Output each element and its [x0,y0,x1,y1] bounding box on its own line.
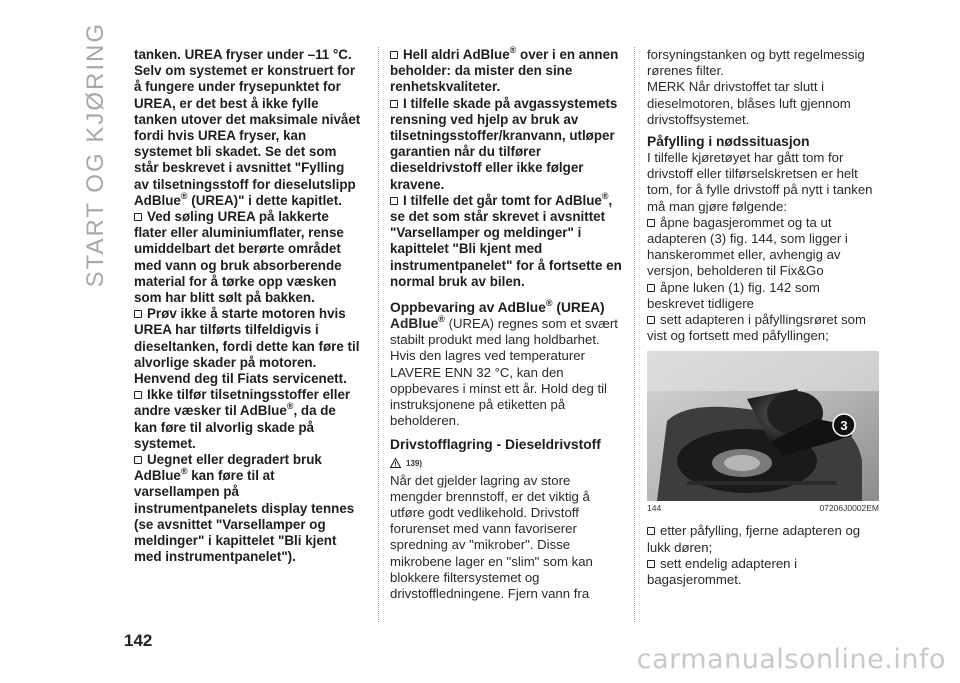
list-item: åpne luken (1) fig. 142 som beskrevet tidligere [647,279,820,311]
paragraph: tanken. UREA fryser under –11 °C. Selv om systemet er konstruert for å fungere under frysepunktet for UREA, er det best å ikke fylle tanken utover det maksimale nivået fordi hvis UREA fryser, kan systemet bli skadet. Se det som står beskrevet i avsnittet "Fylling av tilsetningsstoff for dieselutslipp AdBlue® (UREA)" i dette kapitlet. [134,47,361,208]
paragraph: MERK Når drivstoffet tar slutt i dieselmotoren, blåses luft gjennom drivstoffsystemet. [647,79,851,127]
column-1 [134,47,362,566]
paragraph: forsyningstanken og bytt regelmessig rørenes filter. [647,47,865,79]
list-item: åpne bagasjerommet og ta ut adapteren (3) fig. 144, som ligger i hanskerommet eller, avhengig av versjon, beholderen til Fix&Go [647,214,848,279]
adapter-photo [647,351,879,501]
column-3 [647,47,879,588]
checkbox-bullet-icon [647,316,655,324]
warning-item: Prøv ikke å starte motoren hvis UREA har tilførts tilfeldigvis i dieseltanken, fordi dette kan føre til alvorlige skader på motoren. Henvend deg til Fiats servicenett. [134,306,360,387]
paragraph: AdBlue® (UREA) regnes som et svært stabilt produkt med lang holdbarhet. Hvis den lagres ved temperaturer LAVERE ENN 32 °C, kan den oppbevares i minst ett år. Hold deg til instruksjonene på etiketten på beholderen. [390,314,618,429]
column-2 [390,47,622,602]
checkbox-bullet-icon [390,197,398,205]
figure-number: 144 [647,503,662,514]
section-heading: Oppbevaring av AdBlue® (UREA) [390,298,605,316]
chapter-title-text: START OG KJØRING [82,21,109,287]
figure-144 [647,351,879,513]
page-number: 142 [124,631,153,650]
checkbox-bullet-icon [647,284,655,292]
checkbox-bullet-icon [134,391,142,399]
checkbox-bullet-icon [647,527,655,535]
figure-caption [647,503,879,513]
checkbox-bullet-icon [134,310,142,318]
column-divider [378,47,379,622]
paragraph: I tilfelle kjøretøyet har gått tom for drivstoff eller tilførselskretsen er helt tom, for å fylle drivstoff på nytt i tanken må man gjøre følgende: [647,150,873,214]
warning-item: Ved søling UREA på lakkerte flater eller aluminiumflater, rense umiddelbart det berørte området med vann og bruk absorberende material for å tørke opp væsken som har blitt sølt på bakken. [134,209,344,306]
section-heading: Drivstofflagring - Dieseldrivstoff [390,437,601,453]
list-item: sett adapteren i påfyllingsrøret som vist og fortsett med påfyllingen; [647,312,866,344]
column-divider [634,47,635,622]
checkbox-bullet-icon [390,51,398,59]
warning-item: I tilfelle skade på avgassystemets rensning ved hjelp av bruk av tilsetningsstoffer/kranvann, utløper garantien når du tilfører dieseldrivstoff eller ikke følger kravene. [390,95,618,192]
warning-item: Ikke tilfør tilsetningsstoffer eller andre væsker til AdBlue®, da de kan føre til alvorlig skade på systemet. [134,387,351,451]
figure-code: 07206J0002EM [819,503,879,514]
section-heading: Påfylling i nødssituasjon [647,134,810,150]
warning-item: I tilfelle det går tomt for AdBlue®, se det som står skrevet i avsnittet "Varsellamper og meldinger" i kapittelet "Bli kjent med instrumentpanelet" for å fortsette en normal bruk av bilen. [390,190,622,289]
checkbox-bullet-icon [134,456,142,464]
warning-item: Uegnet eller degradert bruk AdBlue® kan føre til at varsellampen på instrumentpanelets display tennes (se avsnittet "Varsellamper og meldinger" i kapittelet "Bli kjent med instrumentpanelet"). [134,452,355,565]
warning-triangle-icon [390,456,401,472]
chapter-side-title [82,21,110,287]
paragraph: Når det gjelder lagring av store mengder brennstoff, er det viktig å utføre godt vedlikehold. Drivstoff forurenset med vann favoriserer spredning av "mikrober". Disse mikrobene lager en "slim" som kan blokkere filtersystemet og drivstoffledningene. Fjern vann fra [390,472,593,602]
warning-item: Hell aldri AdBlue® over i en annen beholder: da mister den sine renhetskvaliteter. [390,45,619,95]
checkbox-bullet-icon [390,100,398,108]
checkbox-bullet-icon [647,219,655,227]
checkbox-bullet-icon [134,213,142,221]
checkbox-bullet-icon [647,560,655,568]
callout-3-label: 3 [840,418,848,434]
list-item: sett endelig adapteren i bagasjerommet. [647,555,798,588]
watermark: carmanualsonline.info [636,644,946,675]
list-item: etter påfylling, fjerne adapteren og lukk døren; [647,523,861,555]
warning-reference: 139) [390,454,622,472]
